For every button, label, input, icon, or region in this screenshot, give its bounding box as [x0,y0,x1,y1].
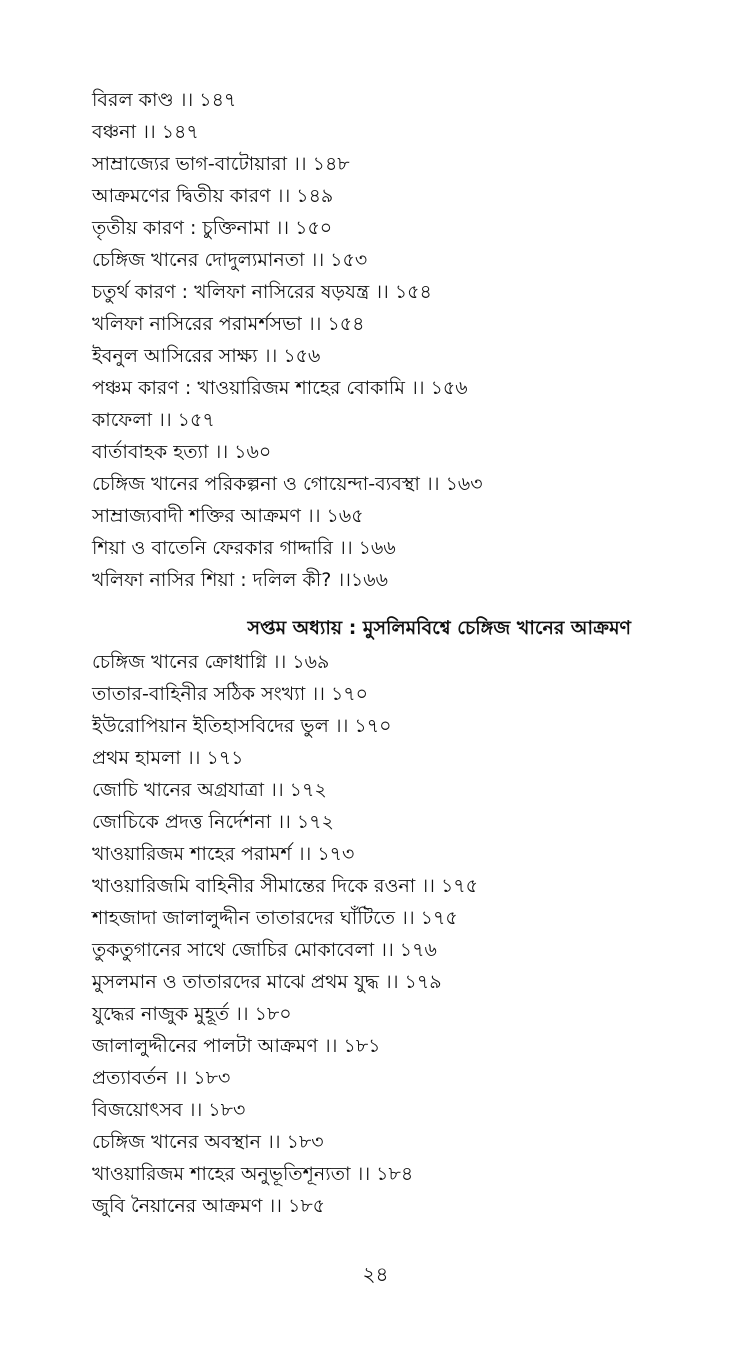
toc-entry: আক্রমণের দ্বিতীয় কারণ ।। ১৪৯ [92,185,334,207]
toc-list-section-two [92,646,672,1222]
toc-entry: ইউরোপিয়ান ইতিহাসবিদের ভুল ।। ১৭০ [92,715,392,737]
toc-entry: শিয়া ও বাতেনি ফেরকার গাদ্দারি ।। ১৬৬ [92,537,396,559]
toc-entry: পঞ্চম কারণ : খাওয়ারিজম শাহের বোকামি ।। ১৫৬ [92,377,468,399]
toc-entry: তুকতুগানের সাথে জোচির মোকাবেলা ।। ১৭৬ [92,939,437,961]
toc-entry: প্রথম হামলা ।। ১৭১ [92,747,244,769]
toc-entry: চতুর্থ কারণ : খলিফা নাসিরের ষড়যন্ত্র ।। ১৫৪ [92,281,432,303]
toc-entry: কাফেলা ।। ১৫৭ [92,409,215,431]
toc-entry: যুদ্ধের নাজুক মুহূর্ত ।। ১৮০ [92,1003,292,1025]
toc-entry: বিরল কাণ্ড ।। ১৪৭ [92,89,237,111]
toc-entry: তৃতীয় কারণ : চুক্তিনামা ।। ১৫০ [92,217,333,239]
toc-entry: সাম্রাজ্যবাদী শক্তির আক্রমণ ।। ১৬৫ [92,505,364,527]
toc-entry: জোচি খানের অগ্রযাত্রা ।। ১৭২ [92,779,327,801]
toc-entry: চেঙ্গিজ খানের পরিকল্পনা ও গোয়েন্দা-ব্যবস্থা ।। ১৬৩ [92,473,483,495]
toc-entry: শাহজাদা জালালুদ্দীন তাতারদের ঘাঁটিতে ।। ১৭৫ [92,907,458,929]
toc-entry: বার্তাবাহক হত্যা ।। ১৬০ [92,441,272,463]
toc-entry: জুবি নৈয়ানের আক্রমণ ।। ১৮৫ [92,1195,325,1217]
toc-entry: ইবনুল আসিরের সাক্ষ্য ।। ১৫৬ [92,345,321,367]
page-number: ২৪ [362,1262,389,1286]
toc-entry: তাতার-বাহিনীর সঠিক সংখ্যা ।। ১৭০ [92,683,369,705]
toc-entry: জালালুদ্দীনের পালটা আক্রমণ ।। ১৮১ [92,1035,381,1057]
toc-list-section-one [92,84,672,596]
toc-entry: খলিফা নাসির শিয়া : দলিল কী? ।।১৬৬ [92,569,388,591]
toc-entry: প্রত্যাবর্তন ।। ১৮৩ [92,1067,231,1089]
toc-entry: খাওয়ারিজমি বাহিনীর সীমান্তের দিকে রওনা ।। ১৭৫ [92,875,478,897]
toc-entry: চেঙ্গিজ খানের দোদুল্যমানতা ।। ১৫৩ [92,249,368,271]
toc-entry: সাম্রাজ্যের ভাগ-বাটোয়ারা ।। ১৪৮ [92,153,350,175]
toc-entry: জোচিকে প্রদত্ত নির্দেশনা ।। ১৭২ [92,811,334,833]
toc-entry: চেঙ্গিজ খানের ক্রোধাগ্নি ।। ১৬৯ [92,651,330,673]
toc-entry: বঞ্চনা ।। ১৪৭ [92,121,199,143]
toc-entry: মুসলমান ও তাতারদের মাঝে প্রথম যুদ্ধ ।। ১৭৯ [92,971,442,993]
chapter-heading: সপ্তম অধ্যায় : মুসলিমবিশ্বে চেঙ্গিজ খানের আক্রমণ [247,617,631,639]
toc-entry: খলিফা নাসিরের পরামর্শসভা ।। ১৫৪ [92,313,365,335]
toc-entry: বিজয়োৎসব ।। ১৮৩ [92,1099,246,1121]
toc-entry: চেঙ্গিজ খানের অবস্থান ।। ১৮৩ [92,1131,324,1153]
toc-entry: খাওয়ারিজম শাহের পরামর্শ ।। ১৭৩ [92,843,355,865]
toc-entry: খাওয়ারিজম শাহের অনুভূতিশূন্যতা ।। ১৮৪ [92,1163,414,1185]
